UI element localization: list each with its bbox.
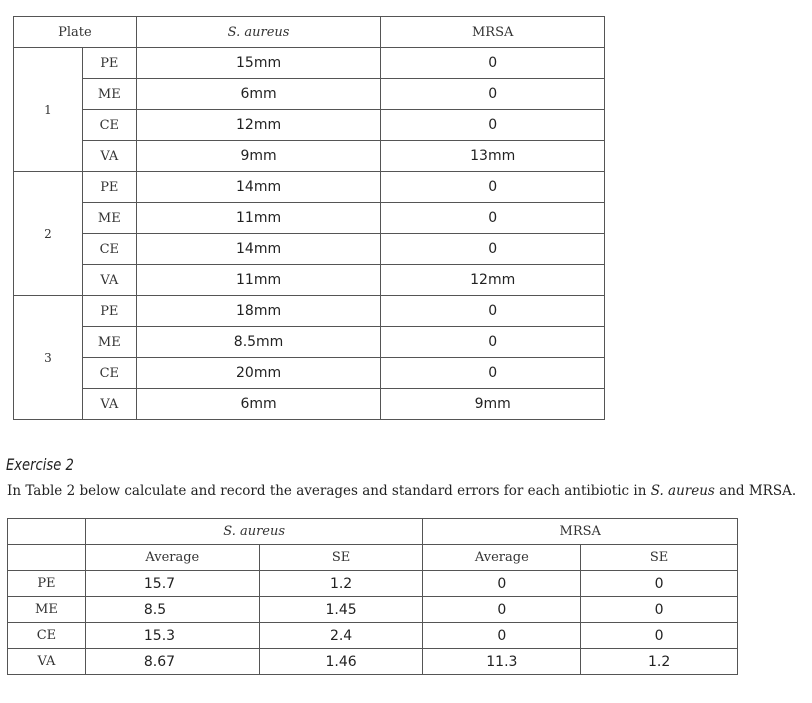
s-aureus-average: 15.3 bbox=[85, 623, 259, 649]
s-aureus-se: 2.4 bbox=[259, 623, 423, 649]
s-aureus-group-header: S. aureus bbox=[85, 519, 423, 545]
table-row bbox=[14, 265, 605, 296]
table-row bbox=[14, 110, 605, 141]
averages-table bbox=[7, 518, 738, 675]
s-aureus-se: 1.45 bbox=[259, 597, 423, 623]
mrsa-zone: 0 bbox=[381, 79, 605, 110]
se-header: SE bbox=[259, 545, 423, 571]
antibiotic-cell: ME bbox=[82, 327, 136, 358]
zone-measurement-table bbox=[13, 16, 605, 420]
plate-label: 1 bbox=[14, 48, 83, 172]
mrsa-zone: 13mm bbox=[381, 141, 605, 172]
antibiotic-cell: CE bbox=[8, 623, 86, 649]
organism-name: S. aureus bbox=[650, 483, 715, 499]
s-aureus-zone: 6mm bbox=[136, 79, 381, 110]
antibiotic-cell: CE bbox=[82, 110, 136, 141]
blank-header-cell bbox=[8, 519, 86, 545]
mrsa-zone: 0 bbox=[381, 110, 605, 141]
mrsa-zone: 0 bbox=[381, 327, 605, 358]
average-header: Average bbox=[85, 545, 259, 571]
s-aureus-zone: 14mm bbox=[136, 234, 381, 265]
table1-header-row bbox=[14, 17, 605, 48]
mrsa-group-header: MRSA bbox=[423, 519, 738, 545]
antibiotic-cell: PE bbox=[8, 571, 86, 597]
plate-label: 2 bbox=[14, 172, 83, 296]
antibiotic-cell: VA bbox=[82, 141, 136, 172]
antibiotic-cell: PE bbox=[82, 172, 136, 203]
s-aureus-se: 1.2 bbox=[259, 571, 423, 597]
table-row bbox=[14, 234, 605, 265]
table2-sub-header-row bbox=[8, 545, 738, 571]
antibiotic-cell: CE bbox=[82, 358, 136, 389]
table-row bbox=[14, 79, 605, 110]
table-row bbox=[14, 141, 605, 172]
antibiotic-cell: VA bbox=[8, 649, 86, 675]
s-aureus-zone: 11mm bbox=[136, 265, 381, 296]
s-aureus-average: 15.7 bbox=[85, 571, 259, 597]
s-aureus-header: S. aureus bbox=[136, 17, 381, 48]
antibiotic-cell: ME bbox=[82, 203, 136, 234]
antibiotic-cell: VA bbox=[82, 389, 136, 420]
mrsa-zone: 0 bbox=[381, 358, 605, 389]
average-header: Average bbox=[423, 545, 581, 571]
mrsa-zone: 0 bbox=[381, 48, 605, 79]
antibiotic-cell: CE bbox=[82, 234, 136, 265]
mrsa-zone: 0 bbox=[381, 203, 605, 234]
table-row bbox=[14, 172, 605, 203]
s-aureus-zone: 12mm bbox=[136, 110, 381, 141]
instruction-text-end: and MRSA. bbox=[714, 483, 797, 499]
mrsa-zone: 0 bbox=[381, 234, 605, 265]
mrsa-zone: 12mm bbox=[381, 265, 605, 296]
table-row bbox=[14, 389, 605, 420]
table-row bbox=[14, 203, 605, 234]
s-aureus-average: 8.67 bbox=[85, 649, 259, 675]
antibiotic-cell: PE bbox=[82, 48, 136, 79]
table-row bbox=[14, 358, 605, 389]
mrsa-zone: 9mm bbox=[381, 389, 605, 420]
antibiotic-cell: VA bbox=[82, 265, 136, 296]
mrsa-se: 1.2 bbox=[581, 649, 738, 675]
mrsa-se: 0 bbox=[581, 597, 738, 623]
plate-label: 3 bbox=[14, 296, 83, 420]
mrsa-se: 0 bbox=[581, 571, 738, 597]
mrsa-average: 0 bbox=[423, 623, 581, 649]
mrsa-average: 0 bbox=[423, 571, 581, 597]
blank-header-cell bbox=[8, 545, 86, 571]
antibiotic-cell: ME bbox=[82, 79, 136, 110]
s-aureus-zone: 15mm bbox=[136, 48, 381, 79]
s-aureus-zone: 18mm bbox=[136, 296, 381, 327]
plate-header: Plate bbox=[14, 17, 137, 48]
table-row bbox=[14, 296, 605, 327]
mrsa-zone: 0 bbox=[381, 172, 605, 203]
table-row bbox=[8, 649, 738, 675]
mrsa-se: 0 bbox=[581, 623, 738, 649]
antibiotic-cell: PE bbox=[82, 296, 136, 327]
mrsa-zone: 0 bbox=[381, 296, 605, 327]
s-aureus-zone: 6mm bbox=[136, 389, 381, 420]
mrsa-average: 11.3 bbox=[423, 649, 581, 675]
mrsa-header: MRSA bbox=[381, 17, 605, 48]
table-row bbox=[8, 623, 738, 649]
s-aureus-average: 8.5 bbox=[85, 597, 259, 623]
s-aureus-zone: 9mm bbox=[136, 141, 381, 172]
table-row bbox=[8, 597, 738, 623]
mrsa-average: 0 bbox=[423, 597, 581, 623]
table-row bbox=[14, 327, 605, 358]
exercise-instructions bbox=[7, 483, 796, 499]
s-aureus-zone: 11mm bbox=[136, 203, 381, 234]
table-row bbox=[8, 571, 738, 597]
s-aureus-se: 1.46 bbox=[259, 649, 423, 675]
s-aureus-zone: 8.5mm bbox=[136, 327, 381, 358]
s-aureus-zone: 20mm bbox=[136, 358, 381, 389]
antibiotic-cell: ME bbox=[8, 597, 86, 623]
instruction-text: In Table 2 below calculate and record the averages and standard errors for each antibiotic in bbox=[7, 483, 651, 499]
table-row bbox=[14, 48, 605, 79]
s-aureus-zone: 14mm bbox=[136, 172, 381, 203]
table2-group-header-row bbox=[8, 519, 738, 545]
se-header: SE bbox=[581, 545, 738, 571]
exercise-title: Exercise 2 bbox=[6, 455, 74, 474]
